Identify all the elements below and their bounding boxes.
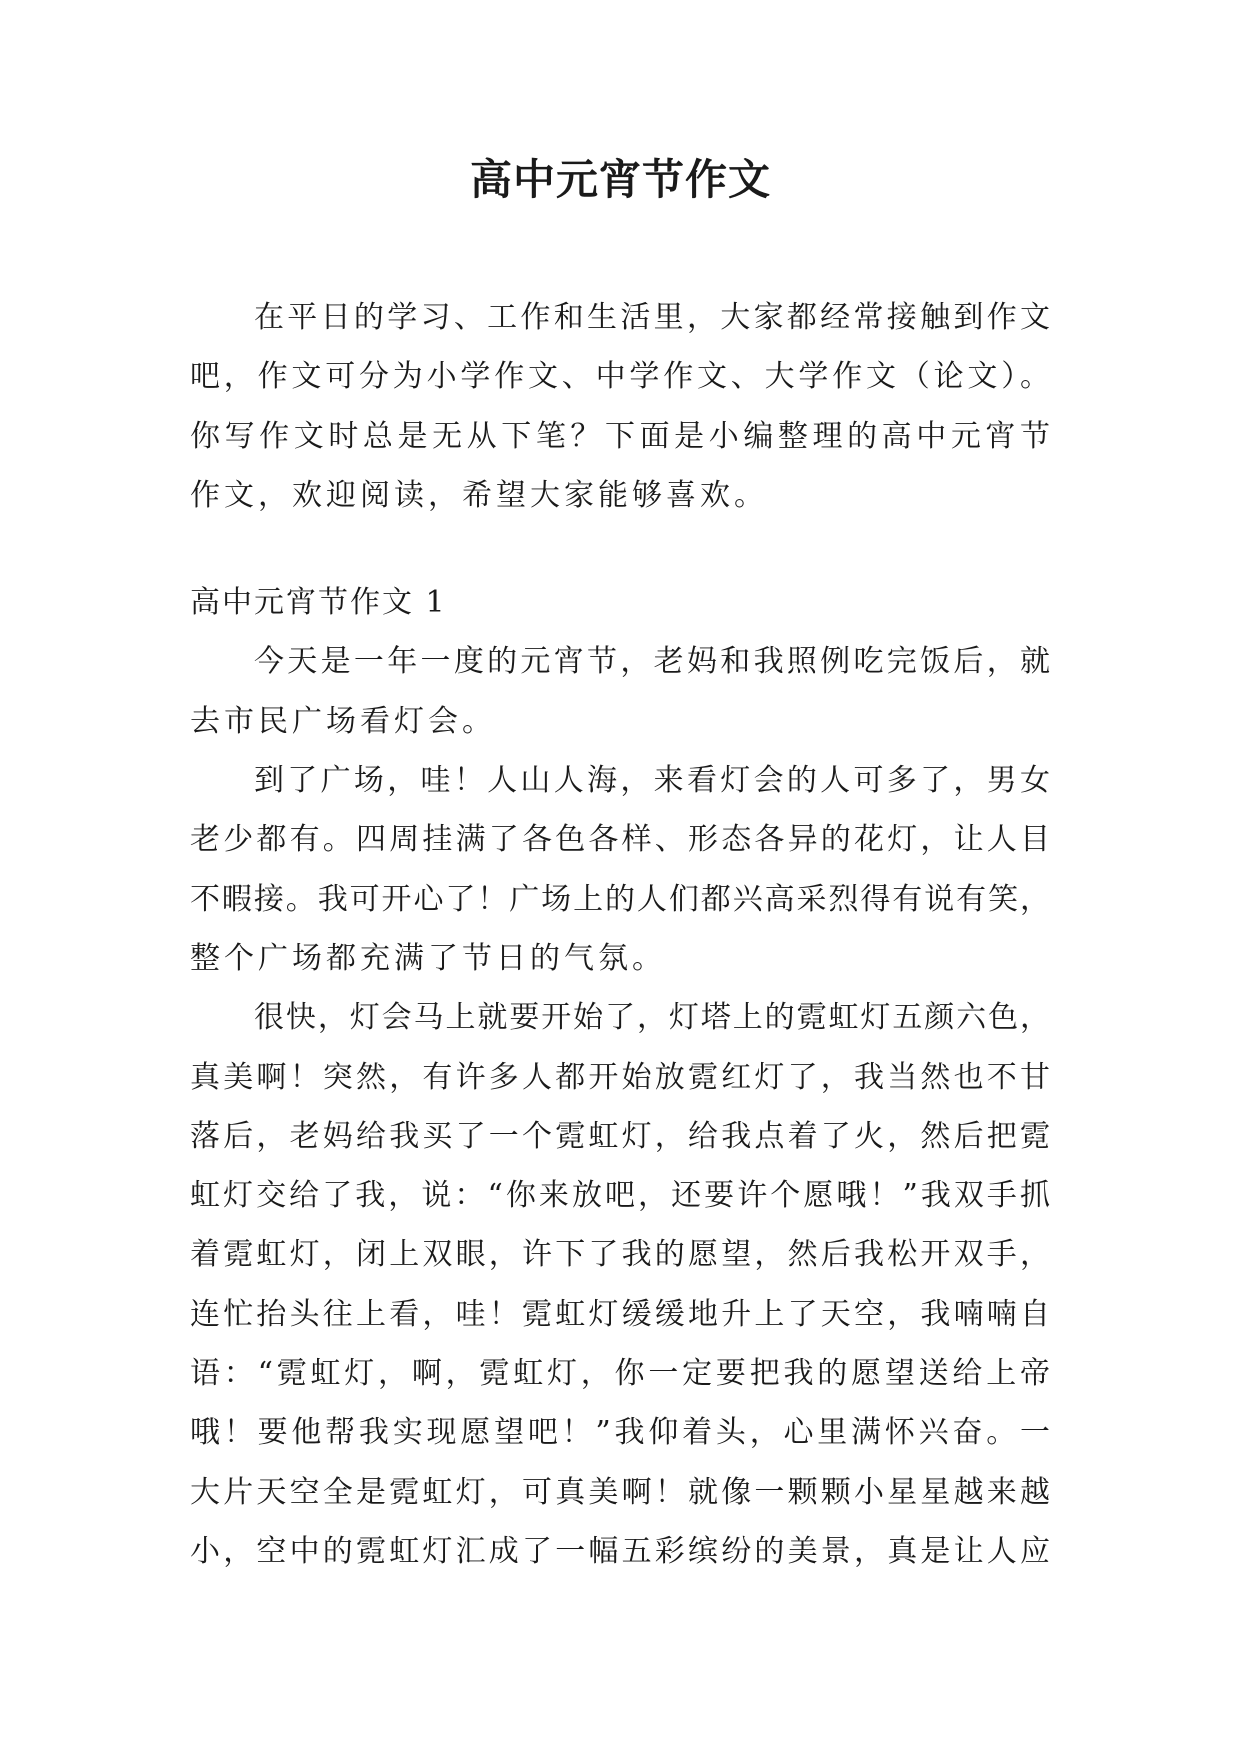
- document-body: [190, 288, 1050, 1581]
- intro-line: 吧，作文可分为小学作文、中学作文、大学作文（论文）。: [190, 359, 1050, 395]
- section-heading: 高中元宵节作文 1: [190, 585, 447, 621]
- intro-line: 在平日的学习、工作和生活里，大家都经常接触到作文: [254, 300, 1050, 335]
- paragraph-line: 不暇接。我可开心了！广场上的人们都兴高采烈得有说有笑，: [190, 881, 1050, 917]
- paragraph-line: 老少都有。四周挂满了各色各样、形态各异的花灯，让人目: [190, 822, 1050, 858]
- paragraph-line: 到了广场，哇！人山人海，来看灯会的人可多了，男女: [254, 763, 1050, 799]
- paragraph-line: 哦！要他帮我实现愿望吧！”我仰着头，心里满怀兴奋。一: [190, 1415, 1050, 1451]
- paragraph-line: 小，空中的霓虹灯汇成了一幅五彩缤纷的美景，真是让人应: [190, 1533, 1050, 1569]
- paragraph-line: 着霓虹灯，闭上双眼，许下了我的愿望，然后我松开双手，: [190, 1237, 1050, 1273]
- paragraph-line: 今天是一年一度的元宵节，老妈和我照例吃完饭后，就: [254, 644, 1050, 680]
- paragraph-line: 去市民广场看灯会。: [190, 703, 496, 739]
- section-gap: [190, 525, 1050, 573]
- intro-line: 你写作文时总是无从下笔？下面是小编整理的高中元宵节: [190, 418, 1050, 454]
- paragraph-line: 语：“霓虹灯，啊，霓虹灯，你一定要把我的愿望送给上帝: [190, 1356, 1050, 1392]
- document-title: 高中元宵节作文: [469, 155, 771, 204]
- paragraph-line: 大片天空全是霓虹灯，可真美啊！就像一颗颗小星星越来越: [190, 1474, 1050, 1510]
- paragraph-line: 整个广场都充满了节日的气氛。: [190, 940, 666, 976]
- paragraph-line: 连忙抬头往上看，哇！霓虹灯缓缓地升上了天空，我喃喃自: [190, 1296, 1050, 1332]
- paragraph-line: 虹灯交给了我，说：“你来放吧，还要许个愿哦！”我双手抓: [190, 1178, 1050, 1214]
- paragraph-line: 很快，灯会马上就要开始了，灯塔上的霓虹灯五颜六色，: [254, 1000, 1050, 1036]
- paragraph-line: 真美啊！突然，有许多人都开始放霓红灯了，我当然也不甘: [190, 1059, 1050, 1095]
- paragraph-line: 落后，老妈给我买了一个霓虹灯，给我点着了火，然后把霓: [190, 1118, 1050, 1154]
- intro-line: 作文，欢迎阅读，希望大家能够喜欢。: [190, 477, 768, 513]
